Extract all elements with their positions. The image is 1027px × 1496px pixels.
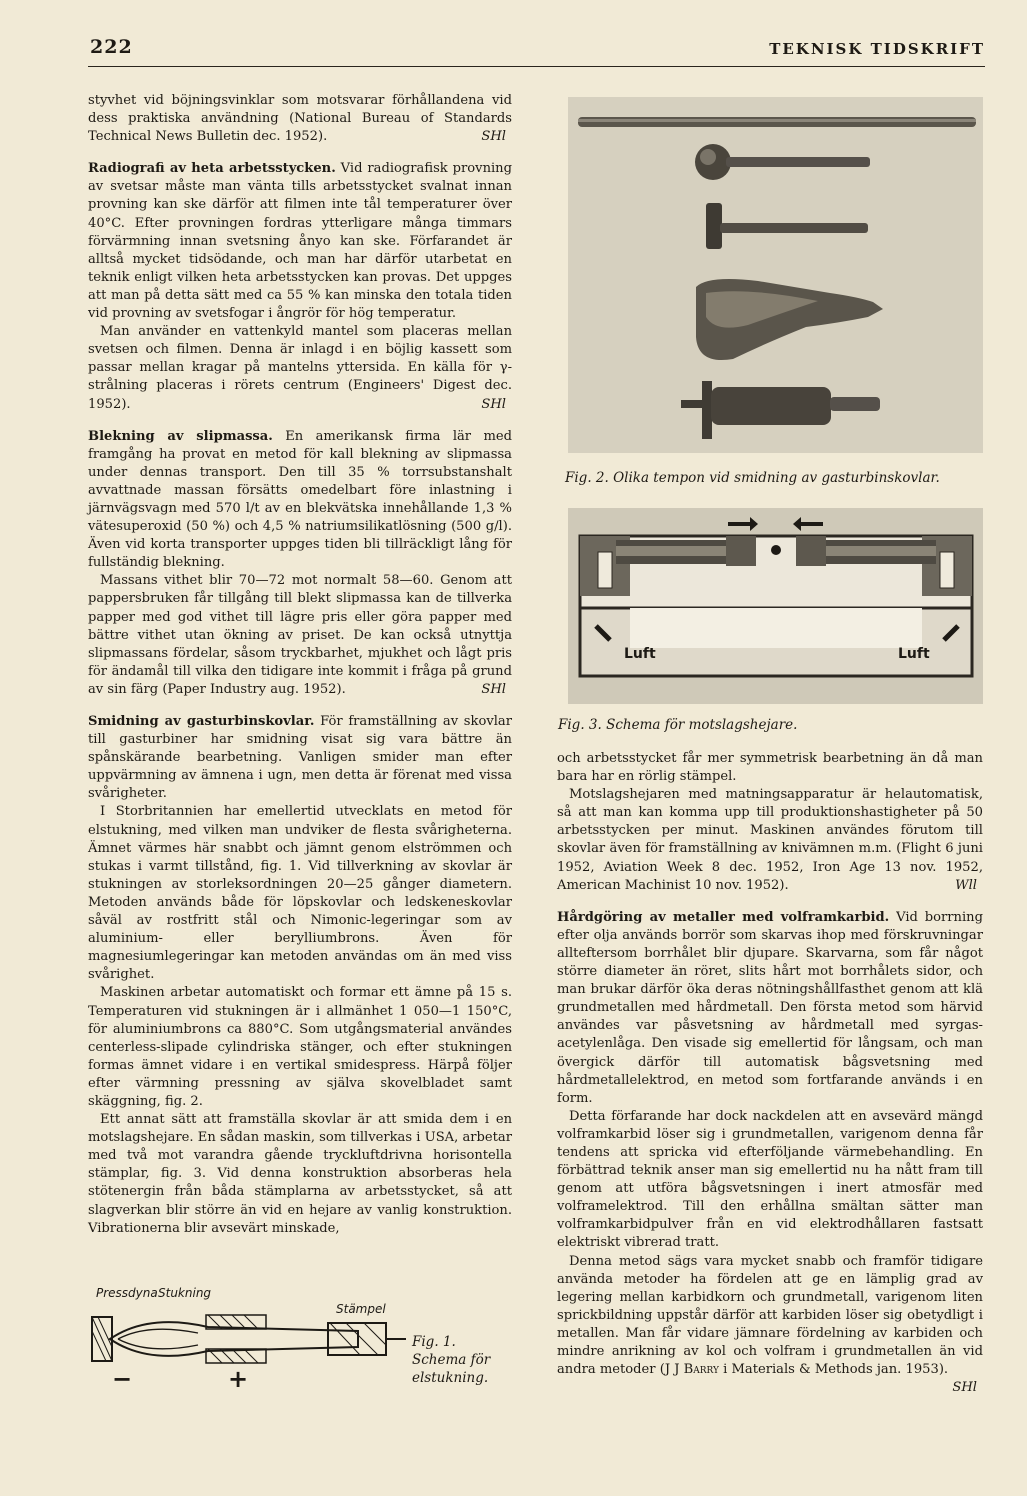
fig3-luft-right: Luft: [898, 646, 930, 662]
header-rule: [88, 66, 985, 67]
intro-paragraph: styvhet vid böjningsvinklar som motsvarar förhållandena vid dess praktiska användning (National Bureau of Standards Technical News Bulletin dec. 1952). SHl: [88, 92, 512, 146]
blekning-paragraph-2: Massans vithet blir 70—72 mot normalt 58—60. Genom att pappersbruken får tillgång till blekt slipmassa kan de tillverka papper med god vithet till lägre pris eller göra papper med bättre vithet utan ökning av priset. De kan också utnyttja slipmassans fördelar, såsom tryckbarhet, mjukhet och lågt pris för ändamål till vilka den tidigare inte kommit i fråga på grund av sin färg (Paper Industry aug. 1952). SHl: [88, 572, 512, 699]
fig1-label-pressdyna: Pressdyna: [96, 1286, 158, 1300]
smidning-paragraph: Smidning av gasturbinskovlar. För framställning av skovlar till gasturbiner har smidning visat sig vara bättre än spånskärande bearbetning. Vanligen smider man efter uppvärmning av ämnena i ugn, men detta är förenat med vissa svårigheter.: [88, 714, 512, 802]
motslag-paragraph-2: Motslagshejaren med matningsapparatur är helautomatisk, så att man kan komma upp till produktionshastigheter på 50 arbetsstycken per minut. Maskinen användes förutom till skovlar även för framställning av knivämnen m.m. (Flight 6 juni 1952, Aviation Week 8 dec. 1952, Iron Age 13 nov. 1952, American Machinist 10 nov. 1952). Wll: [557, 786, 983, 895]
fig3-caption: Fig. 3. Schema för motslagshejare.: [558, 717, 798, 733]
fig1-label-stukning: Stukning: [158, 1286, 212, 1300]
fig2-photo: [568, 97, 983, 453]
hardgoring-paragraph-3: Denna metod sägs vara mycket snabb och framför tidigare använda metoder ha fördelen att ge en lämplig grad av legering mellan karbidkorn och grundmetall, varigenom liten sprickbildning uppstår därför att karbiden löser sig obetydligt i metallen. Man får vidare jämnare fördelning av karbiden och mindre anrikning av kol och volfram i grundmetallen än vid andra metoder (J J Barry i Materials & Methods jan. 1953). SHl: [557, 1253, 983, 1380]
fig1-plus-sign: +: [228, 1365, 249, 1393]
signature: SHl: [481, 396, 506, 412]
blekning-paragraph: Blekning av slipmassa. En amerikansk firma lär med framgång ha provat en metod för kall blekning av slipmassa under dennas transport. Den till 35 % torrsubstanshalt avvattnade massan försätts omedelbart före inlastning i järnvägsvagn med 570 l/t av en blekvätska innehållande 1,3 % vätesuperoxid (50 %) och 4,5 % natriumsilikatlösning (500 g/l). Även vid korta transporter uppges tiden bli tillräckligt lång för fullständig blekning.: [88, 428, 512, 571]
signature: SHl: [952, 1380, 977, 1396]
author-name: Barry: [683, 1362, 719, 1378]
fig2-turbine-blanks-image: [568, 97, 983, 453]
left-column: [88, 92, 512, 1238]
signature: SHl: [481, 129, 506, 145]
smidning-paragraph-2: I Storbritannien har emellertid utvecklats en metod för elstukning, med vilken man undviker de flesta svårigheterna. Ämnet värmes här snabbt och jämnt genom elströmmen och stukas i varmt tillstånd, fig. 1. Vid tillverkning av skovlar är stukningen av storleksordningen 20—25 gånger diametern. Metoden används både för löpskovlar och ledskeneskovlar såväl av rostfritt stål och Nimonic-legeringar som av aluminium- eller berylliumbrons. Även för magnesiumlegeringar kan metoden användas om än med viss svårighet.: [88, 804, 512, 983]
hardgoring-paragraph: Hårdgöring av metaller med volframkarbid. Vid borrning efter olja används borrör som skarvas ihop med förskruvningar allteftersom borrhålet blir djupare. Skarvarna, som får något större diameter än röret, slits hårt mot borrhålets sidor, och man brukar därför öka deras nötningshållfasthet genom att klä grundmetallen med hårdmetall. Den första metod som härvid användes var påsvetsning av hårdmetall med syrgas-acetylenlåga. Den visade sig emellertid för långsam, och man övergick därför till automatisk bågsvetsning med hårdmetallelektrod, en metod som fortfarande används i en form.: [557, 909, 983, 1106]
motslag-paragraph: och arbetsstycket får mer symmetrisk bearbetning än då man bara har en rörlig stämpel.: [557, 751, 983, 785]
smidning-paragraph-4: Ett annat sätt att framställa skovlar är att smida dem i en motslagshejare. En sådan maskin, som tillverkas i USA, arbetar med två mot varandra gående tryckluftdrivna horisontella stämplar, fig. 3. Vid denna konstruktion absorberas hela stötenergin från båda stämplarna av arbetsstycket, så att slagverkan blir större än vid en hejare av vanlig konstruktion. Vibrationerna blir avsevärt minskade,: [88, 1112, 512, 1236]
fig3-photo: [568, 508, 983, 704]
fig3-diagram: [568, 508, 983, 704]
radiografi-paragraph-2: Man använder en vattenkyld mantel som placeras mellan svetsen och filmen. Denna är inlagd i en böjlig kassett som passar mellan kragar på mantelns yttersida. En källa för γ-strålning placeras i rörets centrum (Engineers' Digest dec. 1952). SHl: [88, 323, 512, 413]
section-heading: Radiografi av heta arbetsstycken.: [88, 161, 336, 177]
radiografi-paragraph: Radiografi av heta arbetsstycken. Vid radiografisk provning av svetsar måste man vänta tills arbetsstycket svalnat innan provning kan ske därför att filmen inte tål temperaturer över 40°C. Efter provningen fordras ytterligare många timmars förvärmning innan svetsning ånyo kan ske. Förfarandet är alltså mycket tidsödande, och man har därför utarbetat en teknik enligt vilken heta arbetsstycken kan provas. Det uppges att man på detta sätt med ca 55 % kan minska den totala tiden vid provning av svetsfogar i ångrör för hög temperatur.: [88, 161, 512, 322]
page-number: 222: [90, 36, 133, 58]
fig1-caption-line: Fig. 1.: [412, 1334, 456, 1350]
journal-title: TEKNISK TIDSKRIFT: [769, 40, 985, 58]
right-column: [557, 750, 983, 1397]
fig1-caption: [412, 1333, 490, 1387]
section-heading: Blekning av slipmassa.: [88, 428, 273, 444]
fig1-caption-line: Schema för: [412, 1352, 491, 1368]
fig1-minus-sign: −: [112, 1365, 133, 1393]
section-heading: Hårdgöring av metaller med volframkarbid.: [557, 909, 890, 925]
fig1-caption-line: elstukning.: [412, 1370, 489, 1386]
hardgoring-paragraph-2: Detta förfarande har dock nackdelen att en avsevärd mängd volframkarbid löser sig i grundmetallen, varigenom denna får tendens att spricka vid efterföljande värmebehandling. En förbättrad teknik anser man sig emellertid nu ha nått fram till genom att utföra bågsvetsningen i inert atmosfär med volframelektrod. Till den erhållna smältan sätter man volframkarbidpulver från en vid elektrodhållaren fastsatt elektriskt vibrerad tratt.: [557, 1108, 983, 1251]
fig1-elstukning-schema: [88, 1283, 408, 1393]
fig1-diagram: [88, 1283, 408, 1393]
signature: Wll: [955, 877, 977, 893]
smidning-paragraph-3: Maskinen arbetar automatiskt och formar ett ämne på 15 s. Temperaturen vid stukningen är i allmänhet 1 050—1 150°C, för aluminiumbrons ca 880°C. Som utgångsmaterial användes centerless-slipade cylindriska stänger, och efter stukningen formas ämnet vidare i en vertikal smidespress. Härpå följer efter värmning pressning av själva skovelbladet samt skäggning, fig. 2.: [88, 985, 512, 1109]
section-heading: Smidning av gasturbinskovlar.: [88, 714, 315, 729]
fig2-caption: Fig. 2. Olika tempon vid smidning av gasturbinskovlar.: [565, 470, 940, 486]
fig3-luft-left: Luft: [624, 646, 656, 662]
fig1-label-stampel: Stämpel: [336, 1302, 386, 1316]
signature: SHl: [481, 681, 506, 697]
